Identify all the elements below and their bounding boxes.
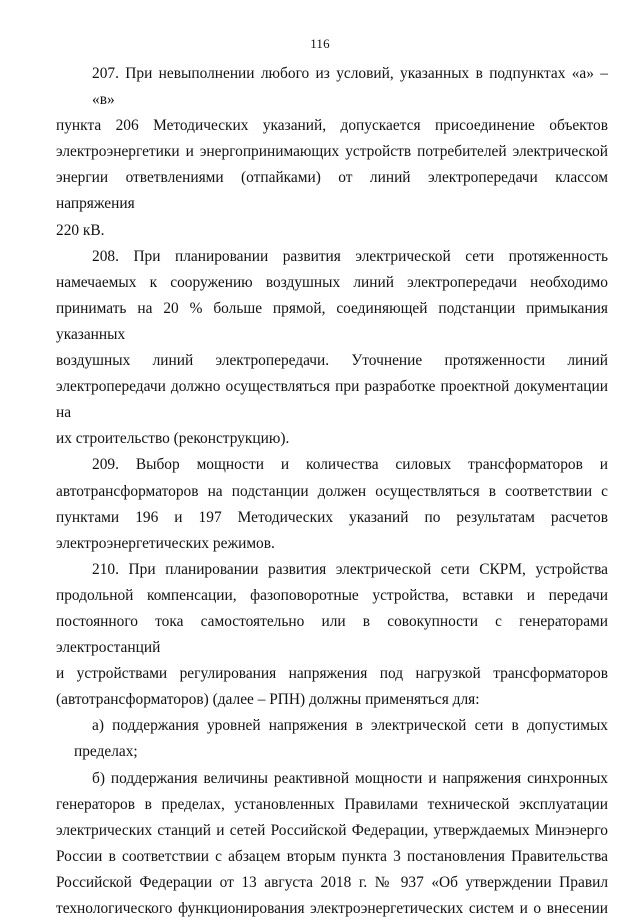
text-line: электропередачи должно осуществляться при разработке проектной документации на (56, 378, 608, 422)
paragraph-208 (56, 244, 608, 453)
text-line: принимать на 20 % больше прямой, соединяющей подстанции примыкания указанных (56, 299, 608, 343)
text-line: пунктами 196 и 197 Методических указаний по результатам расчетов (56, 508, 608, 526)
paragraph-209 (56, 452, 608, 556)
text-line: б) поддержания величины реактивной мощности и напряжения синхронных (92, 769, 608, 787)
text-line: пункта 206 Методических указаний, допускается присоединение объектов (56, 117, 608, 135)
text-line: продольной компенсации, фазоповоротные устройства, вставки и передачи (56, 586, 608, 604)
document-body (56, 61, 608, 922)
text-line: технологического функционирования электроэнергетических систем и о внесении (56, 900, 608, 917)
text-line: генераторов в пределах, установленных Правилами технической эксплуатации (56, 795, 608, 813)
text-line: электроэнергетики и энергопринимающих устройств потребителей электрической (56, 143, 608, 161)
text-line: 207. При невыполнении любого из условий, указанных в подпунктах «а» – «в» (92, 65, 608, 109)
text-line: Российской Федерации от 13 августа 2018 г. № 937 «Об утверждении Правил (56, 873, 608, 891)
text-line: 220 кВ. (56, 221, 105, 239)
text-line: пределах; (74, 743, 138, 761)
text-line: (автотрансформаторов) (далее – РПН) должны применяться для: (56, 691, 480, 709)
page-number: 116 (310, 36, 330, 51)
list-item-a (56, 713, 608, 765)
text-line: постоянного тока самостоятельно или в совокупности с генераторами электростанций (56, 612, 608, 657)
text-line: намечаемых к сооружению воздушных линий электропередачи необходимо (56, 273, 608, 291)
text-line: автотрансформаторов на подстанции должен осуществляться в соответствии с (56, 482, 608, 500)
text-line: воздушных линий электропередачи. Уточнение протяженности линий (56, 352, 608, 370)
text-line: России в соответствии с абзацем вторым пункта 3 постановления Правительства (56, 847, 608, 865)
text-line: энергии ответвлениями (отпайками) от линий электропередачи классом напряжения (56, 169, 608, 213)
text-line: их строительство (реконструкцию). (56, 430, 290, 448)
text-line: электроэнергетических режимов. (56, 534, 275, 552)
list-item-b (56, 766, 608, 922)
paragraph-207 (56, 61, 608, 244)
text-line: 209. Выбор мощности и количества силовых трансформаторов и (92, 456, 608, 474)
text-line: 208. При планировании развития электрической сети протяженность (92, 247, 608, 265)
text-line: 210. При планировании развития электрической сети СКРМ, устройства (92, 560, 608, 578)
text-line: электрических станций и сетей Российской Федерации, утверждаемых Минэнерго (56, 821, 608, 839)
text-line: и устройствами регулирования напряжения под нагрузкой трансформаторов (56, 665, 608, 683)
text-line: а) поддержания уровней напряжения в электрической сети в допустимых (92, 717, 608, 735)
paragraph-210 (56, 557, 608, 714)
